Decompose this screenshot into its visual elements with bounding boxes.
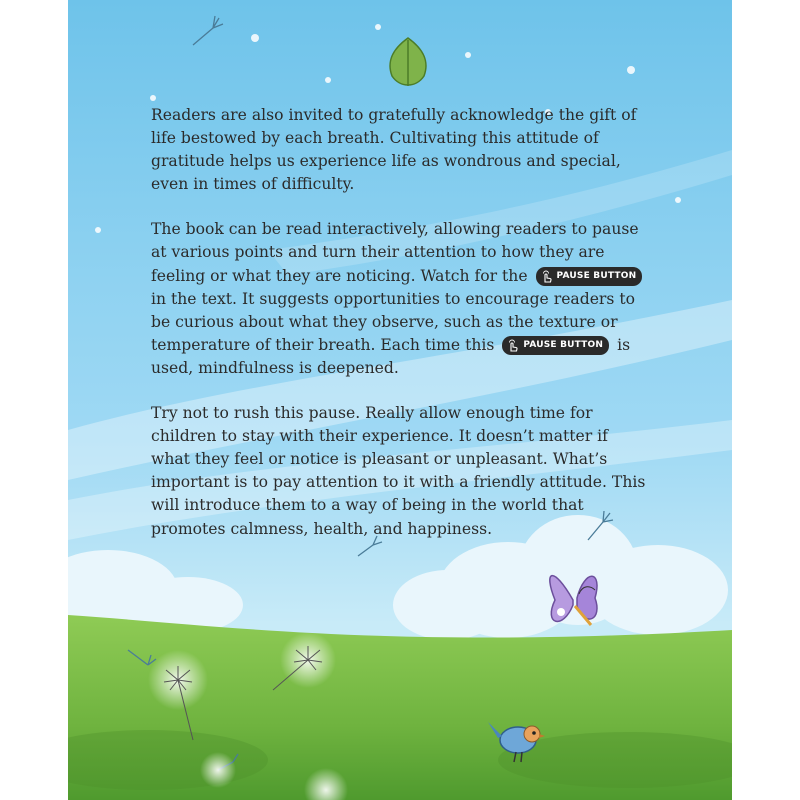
paragraph-interactive-part2: in the text. It suggests opportunities to encourage readers to be curious about what they observe, such as the texture or temperature of their breath. Each time this xyxy=(151,289,636,354)
leaf-icon xyxy=(390,38,426,86)
book-page xyxy=(68,0,732,800)
hand-pointer-icon xyxy=(540,270,554,284)
hand-pointer-icon xyxy=(506,339,520,353)
paragraph-interactive xyxy=(151,218,651,380)
pause-button-badge xyxy=(536,267,643,286)
paragraph-interactive-part3: is used, mindfulness is deepened. xyxy=(151,335,631,377)
pause-button-badge xyxy=(502,336,609,355)
paragraph-interactive-part1: The book can be read interactively, allowing readers to pause at various points and turn their attention to how they are feeling or what they are noticing. Watch for the xyxy=(151,220,639,285)
pause-button-label: PAUSE BUTTON xyxy=(523,340,604,351)
text-block xyxy=(151,104,651,563)
paragraph-pause-advice: Try not to rush this pause. Really allow enough time for children to stay with their experience. It doesn’t matter if what they feel or notice is pleasant or unpleasant. What’s important is to pay attention to it with a friendly attitude. This will introduce them to a way of being in the world that promotes calmness, health, and happiness. xyxy=(151,404,646,538)
paragraph-gratitude: Readers are also invited to gratefully acknowledge the gift of life bestowed by each breath. Cultivating this attitude of gratitude helps us experience life as wondrous and special, even in times of difficulty. xyxy=(151,106,637,194)
pause-button-label: PAUSE BUTTON xyxy=(556,271,637,282)
